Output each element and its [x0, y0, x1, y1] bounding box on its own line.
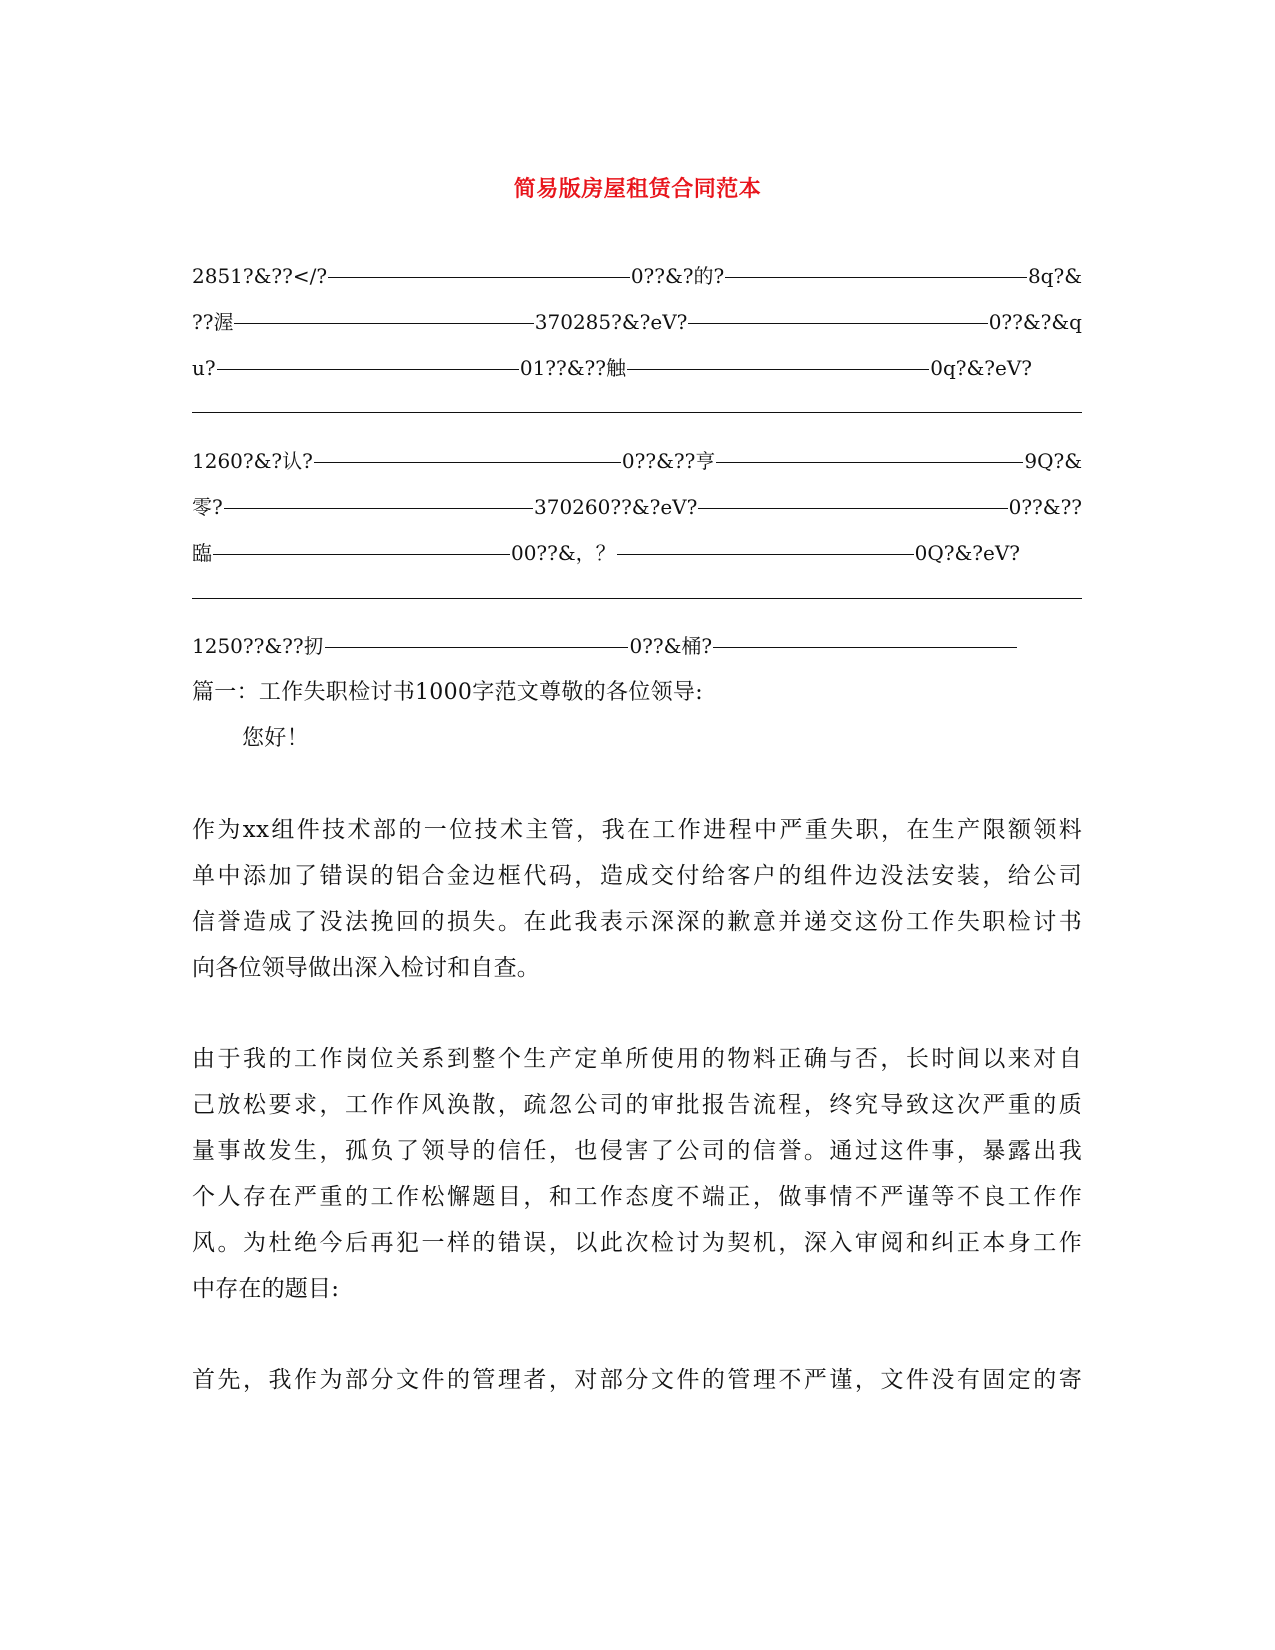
fill-line [234, 323, 533, 324]
garbled-cell: 8q?& [1027, 264, 1083, 288]
fill-line [716, 462, 1023, 463]
section-heading: 篇一：工作失职检讨书1000字范文尊敬的各位领导: [192, 680, 703, 705]
garbled-cell: 370285?&?eV? [534, 310, 688, 334]
paragraph-line: 量事故发生，孤负了领导的信任，也侵害了公司的信誉。通过这件事，暴露出我 [192, 1138, 1082, 1164]
garbled-cell: 0??&桶? [629, 634, 713, 658]
fill-line [217, 369, 519, 370]
garbled-cell: 01??&??触 [519, 356, 626, 380]
garbled-row [192, 307, 1082, 337]
garbled-row [192, 631, 1018, 661]
fill-line [224, 508, 533, 509]
fill-line [213, 554, 510, 555]
paragraph-line: 风。为杜绝今后再犯一样的错误，以此次检讨为契机，深入审阅和纠正本身工作 [192, 1230, 1082, 1256]
garbled-row [192, 353, 1032, 383]
garbled-cell: 1260?&?认? [192, 449, 313, 473]
paragraph-line: 向各位领导做出深入检讨和自查。 [192, 955, 540, 981]
garbled-cell: 0??&??亨 [621, 449, 716, 473]
fill-line [617, 554, 914, 555]
fill-line [328, 277, 630, 278]
paragraph-line: 由于我的工作岗位关系到整个生产定单所使用的物料正确与否，长时间以来对自 [192, 1046, 1082, 1072]
garbled-cell: 臨 [192, 541, 212, 565]
horizontal-rule [192, 598, 1082, 599]
paragraph-line: 信誉造成了没法挽回的损失。在此我表示深深的歉意并递交这份工作失职检讨书 [192, 909, 1082, 935]
garbled-cell: 370260??&?eV? [534, 495, 698, 519]
garbled-cell: 9Q?& [1024, 449, 1083, 473]
garbled-cell: 零? [192, 495, 223, 519]
fill-line [325, 647, 629, 648]
garbled-row [192, 446, 1082, 476]
garbled-cell: 0??&?的? [630, 264, 725, 288]
paragraph-line: 个人存在严重的工作松懈题目，和工作态度不端正，做事情不严谨等不良工作作 [192, 1184, 1082, 1210]
paragraph-line: 首先，我作为部分文件的管理者，对部分文件的管理不严谨，文件没有固定的寄 [192, 1367, 1082, 1393]
garbled-cell: 0Q?&?eV? [914, 541, 1021, 565]
garbled-cell: 0??&?? [1008, 495, 1083, 519]
garbled-row [192, 492, 1082, 522]
greeting: 您好！ [242, 726, 309, 751]
fill-line [688, 323, 987, 324]
paragraph-line: 己放松要求，工作作风涣散，疏忽公司的审批报告流程，终究导致这次严重的质 [192, 1092, 1082, 1118]
paragraph-line: 作为xx组件技术部的一位技术主管，我在工作进程中严重失职，在生产限额领料 [192, 817, 1082, 843]
fill-line [713, 647, 1017, 648]
garbled-row [192, 261, 1082, 291]
garbled-cell: 0??&?&q [988, 310, 1082, 334]
garbled-row [192, 538, 1020, 568]
garbled-cell: ??渥 [192, 310, 234, 334]
horizontal-rule [192, 412, 1082, 413]
document-title: 简易版房屋租赁合同范本 [513, 176, 762, 202]
paragraph-line: 单中添加了错误的铝合金边框代码，造成交付给客户的组件边没法安装，给公司 [192, 863, 1082, 889]
fill-line [314, 462, 621, 463]
paragraph-line: 中存在的题目: [192, 1276, 340, 1302]
fill-line [627, 369, 929, 370]
garbled-cell: 00??&，？ [510, 541, 616, 565]
garbled-cell: 2851?&??</? [192, 264, 328, 288]
garbled-cell: u? [192, 356, 216, 380]
fill-line [698, 508, 1007, 509]
fill-line [725, 277, 1027, 278]
garbled-cell: 1250??&??扨 [192, 634, 324, 658]
garbled-cell: 0q?&?eV? [930, 356, 1033, 380]
